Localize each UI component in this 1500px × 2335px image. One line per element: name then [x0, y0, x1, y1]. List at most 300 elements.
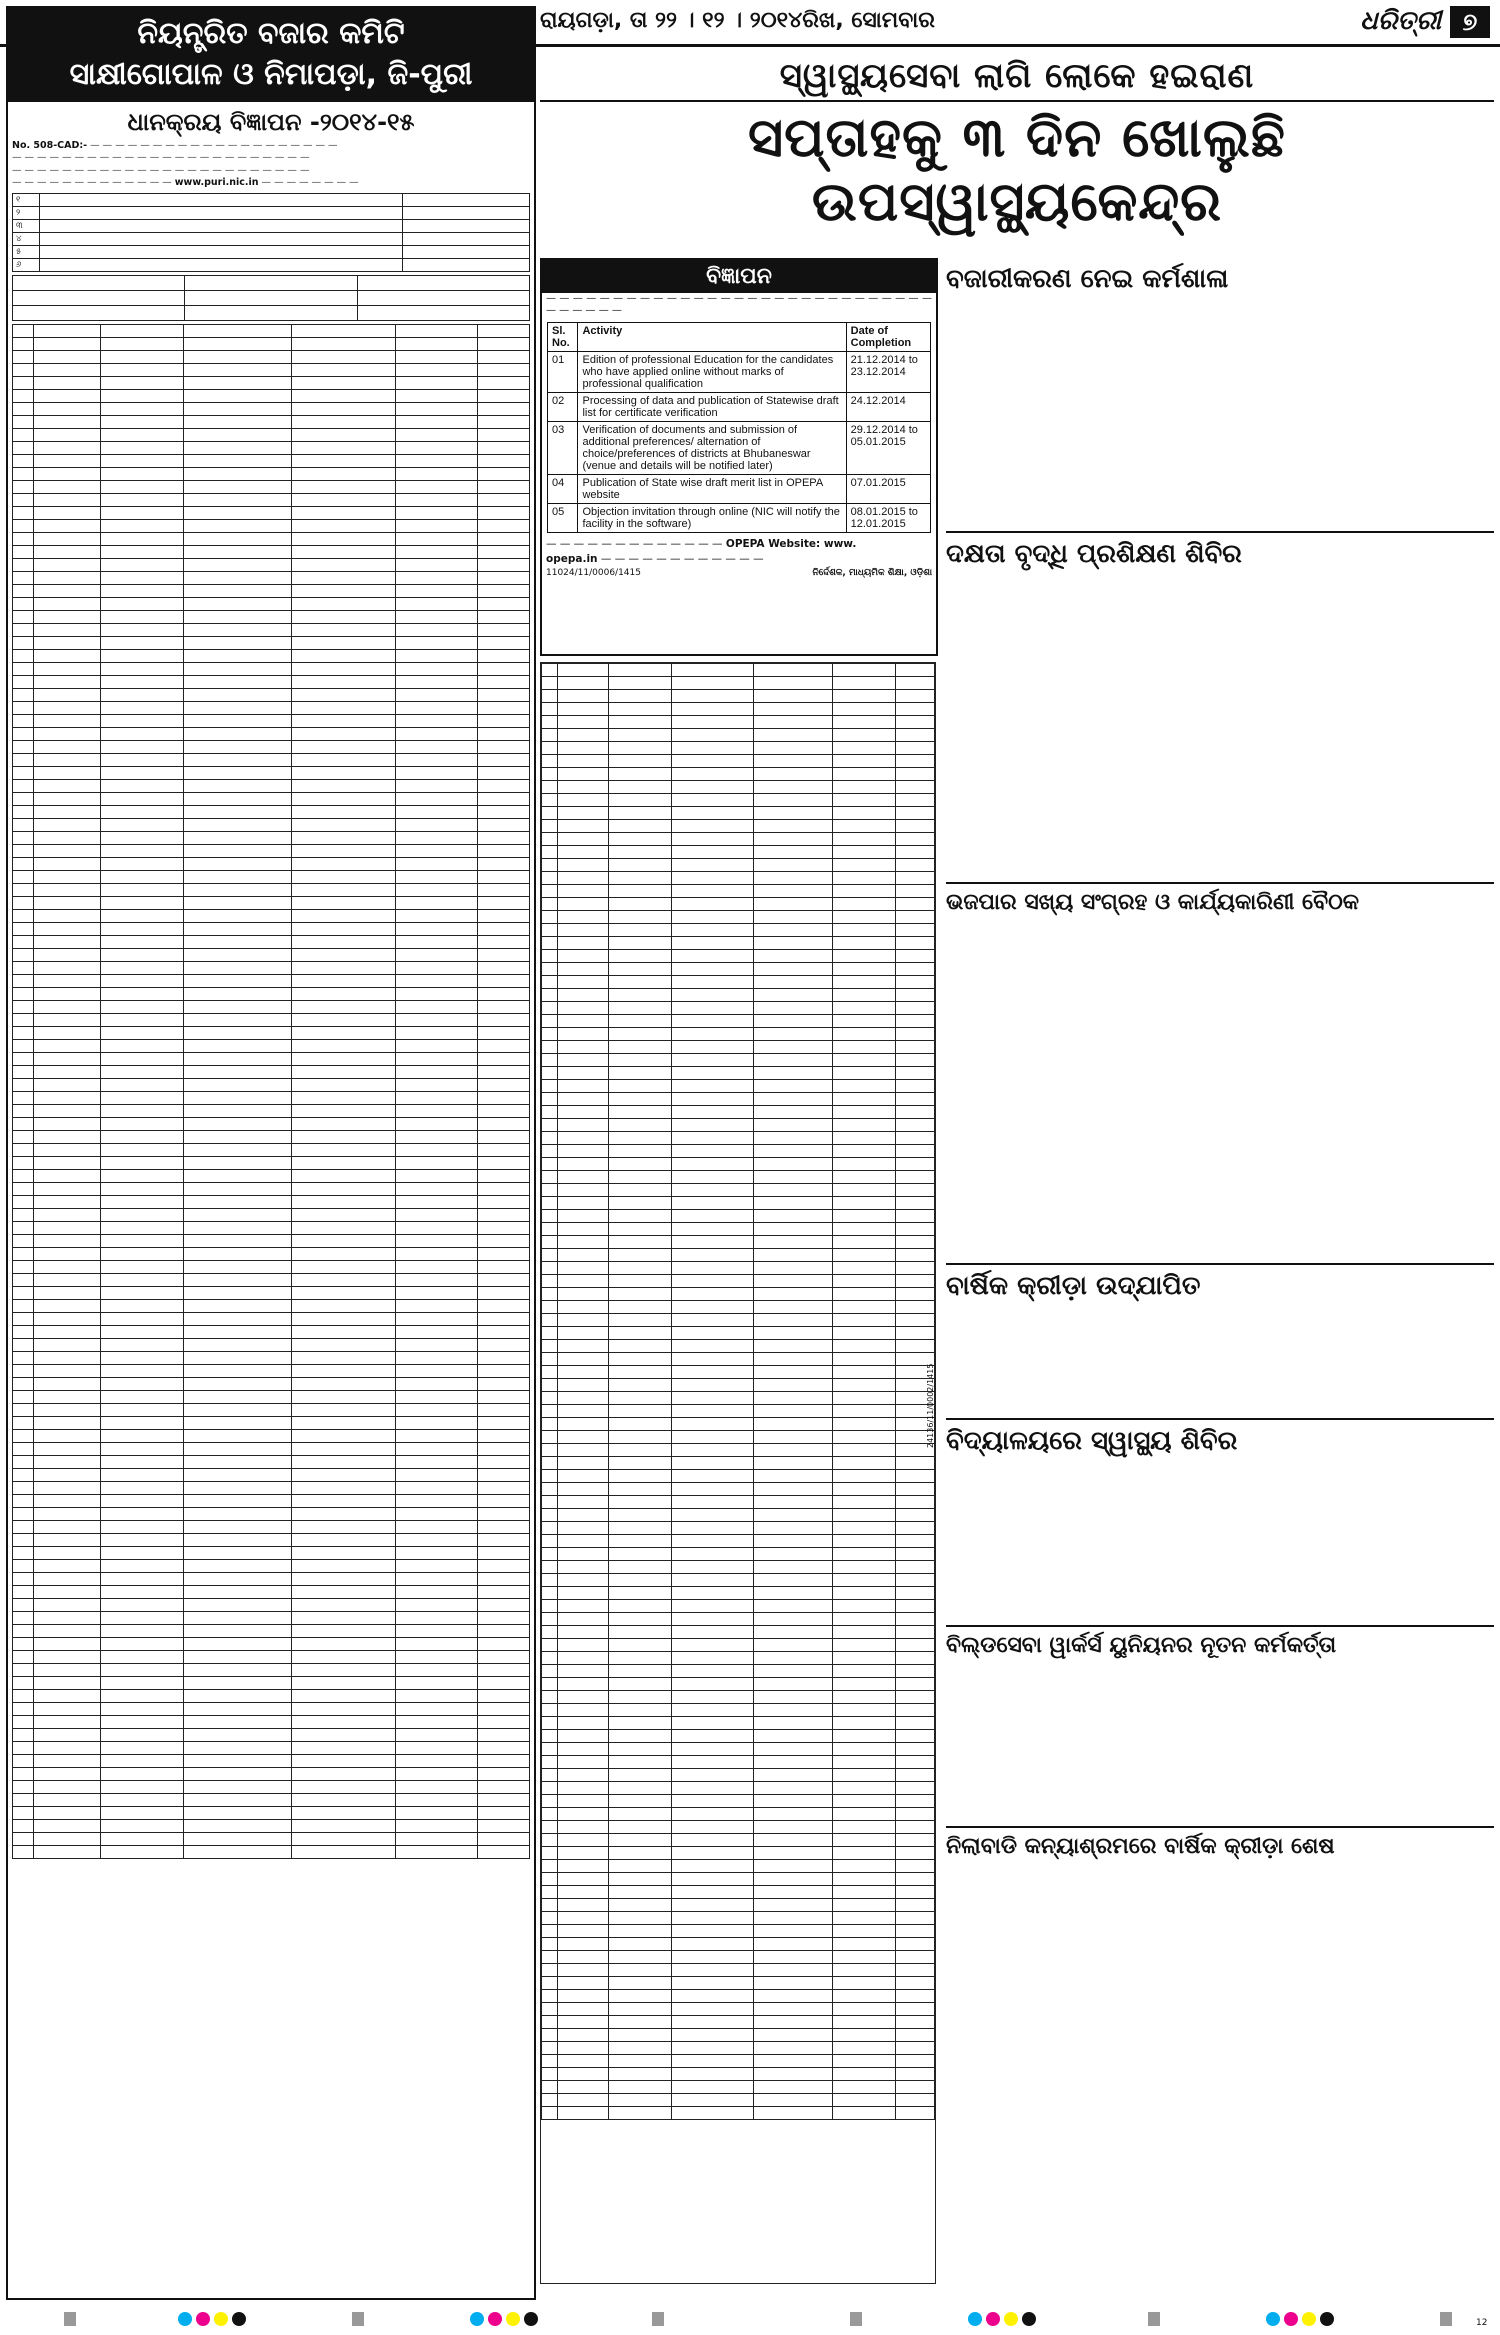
table-cell — [395, 506, 478, 519]
table-cell — [478, 493, 530, 506]
table-cell — [395, 558, 478, 571]
table-cell — [832, 963, 895, 976]
table-row — [542, 716, 935, 729]
table-cell — [13, 1403, 34, 1416]
table-cell — [13, 857, 34, 870]
table-cell — [395, 1039, 478, 1052]
table-cell — [754, 1769, 833, 1782]
table-cell — [754, 1223, 833, 1236]
table-cell — [754, 768, 833, 781]
table-row — [542, 1743, 935, 1756]
table-cell — [292, 1494, 395, 1507]
table-cell — [608, 1652, 671, 1665]
table-cell — [754, 1210, 833, 1223]
table-cell — [895, 1821, 934, 1834]
table-cell — [33, 1780, 100, 1793]
table-cell — [100, 389, 183, 402]
table-cell — [832, 1808, 895, 1821]
table-row — [13, 1325, 530, 1338]
table-row — [542, 1704, 935, 1717]
table-cell — [33, 844, 100, 857]
table-row — [542, 924, 935, 937]
table-cell — [33, 753, 100, 766]
table-row — [13, 571, 530, 584]
table-cell — [608, 1275, 671, 1288]
table-cell — [33, 1481, 100, 1494]
table-cell — [754, 1964, 833, 1977]
table-cell — [33, 948, 100, 961]
table-cell — [395, 1377, 478, 1390]
table-cell — [13, 376, 34, 389]
table-cell — [608, 1834, 671, 1847]
table-cell — [608, 1665, 671, 1678]
table-cell — [100, 441, 183, 454]
table-row — [13, 623, 530, 636]
table-cell — [608, 1184, 671, 1197]
table-cell — [671, 1379, 754, 1392]
table-row — [13, 1208, 530, 1221]
table-cell — [671, 1522, 754, 1535]
table-cell — [478, 987, 530, 1000]
table-row — [13, 1637, 530, 1650]
table-row — [542, 1951, 935, 1964]
table-cell — [292, 948, 395, 961]
table-cell — [557, 976, 608, 989]
divider — [946, 1263, 1494, 1265]
table-cell — [100, 1819, 183, 1832]
table-cell — [608, 1080, 671, 1093]
table-cell — [183, 831, 292, 844]
table-cell — [608, 794, 671, 807]
table-cell — [292, 1247, 395, 1260]
table-row — [13, 584, 530, 597]
table-cell — [33, 1403, 100, 1416]
table-cell — [542, 1197, 558, 1210]
table-cell — [671, 1275, 754, 1288]
table-cell — [542, 1704, 558, 1717]
table-cell — [895, 1704, 934, 1717]
table-cell — [292, 1208, 395, 1221]
table-cell — [478, 1312, 530, 1325]
table-cell — [183, 1806, 292, 1819]
table-cell — [13, 1416, 34, 1429]
table-cell — [671, 859, 754, 872]
table-cell — [671, 1561, 754, 1574]
table-cell — [292, 870, 395, 883]
table-cell — [13, 844, 34, 857]
table-cell — [33, 402, 100, 415]
table-cell — [671, 937, 754, 950]
table-cell — [395, 584, 478, 597]
table-row — [542, 1002, 935, 1015]
table-cell — [542, 1886, 558, 1899]
table-row — [13, 1026, 530, 1039]
table-cell — [671, 1626, 754, 1639]
table-cell — [100, 376, 183, 389]
table-cell — [542, 1782, 558, 1795]
table-cell — [183, 1195, 292, 1208]
registration-square — [652, 2312, 664, 2326]
table-cell — [100, 714, 183, 727]
table-cell — [100, 961, 183, 974]
table-cell — [478, 636, 530, 649]
table-cell — [608, 1678, 671, 1691]
table-cell — [33, 1806, 100, 1819]
table-cell — [832, 1093, 895, 1106]
table-cell — [557, 1080, 608, 1093]
table-cell — [557, 1587, 608, 1600]
table-cell — [13, 909, 34, 922]
market-committee-notice — [6, 6, 536, 2300]
table-row — [542, 1886, 935, 1899]
table-cell — [557, 1353, 608, 1366]
table-cell — [832, 2016, 895, 2029]
table-cell — [478, 1741, 530, 1754]
table-row — [13, 1559, 530, 1572]
commodity-value-cell — [403, 258, 530, 271]
story-skill-training — [946, 574, 1494, 878]
table-cell — [292, 597, 395, 610]
table-cell — [671, 1171, 754, 1184]
table-cell — [183, 545, 292, 558]
table-cell — [478, 1663, 530, 1676]
table-cell — [557, 742, 608, 755]
table-cell — [754, 1938, 833, 1951]
table-row — [13, 1442, 530, 1455]
table-cell — [671, 1327, 754, 1340]
table-cell — [478, 1585, 530, 1598]
table-cell — [608, 1717, 671, 1730]
registration-square — [64, 2312, 76, 2326]
table-cell — [292, 506, 395, 519]
table-row — [13, 1585, 530, 1598]
table-cell — [542, 677, 558, 690]
table-cell — [754, 1197, 833, 1210]
table-cell — [832, 1132, 895, 1145]
table-cell — [183, 1611, 292, 1624]
table-cell — [542, 781, 558, 794]
table-cell — [832, 1041, 895, 1054]
table-cell — [608, 1886, 671, 1899]
table-cell — [608, 1600, 671, 1613]
table-cell — [832, 2107, 895, 2120]
table-cell — [292, 1091, 395, 1104]
table-cell — [478, 610, 530, 623]
table-cell — [183, 1819, 292, 1832]
table-cell — [478, 1026, 530, 1039]
table-cell — [292, 350, 395, 363]
table-cell — [671, 1236, 754, 1249]
table-cell — [395, 1000, 478, 1013]
table-cell — [33, 376, 100, 389]
table-cell — [557, 768, 608, 781]
table-cell — [557, 1795, 608, 1808]
table-cell — [608, 859, 671, 872]
table-row — [13, 792, 530, 805]
table-cell — [542, 1470, 558, 1483]
table-cell — [13, 1000, 34, 1013]
schedule-cell-activity: Publication of State wise draft merit list in OPEPA website — [578, 474, 846, 503]
table-cell — [33, 1286, 100, 1299]
table-cell — [33, 727, 100, 740]
table-cell — [292, 1780, 395, 1793]
table-cell — [395, 831, 478, 844]
table-cell — [183, 402, 292, 415]
table-cell — [395, 1325, 478, 1338]
table-cell — [100, 493, 183, 506]
table-cell — [557, 2042, 608, 2055]
table-cell — [671, 898, 754, 911]
story-union-officials — [946, 1662, 1494, 1822]
table-cell — [478, 1143, 530, 1156]
table-cell — [13, 1676, 34, 1689]
table-cell — [542, 1496, 558, 1509]
table-row — [542, 1574, 935, 1587]
table-cell — [33, 1520, 100, 1533]
yellow-registration-dot — [1004, 2312, 1018, 2326]
table-row — [13, 1832, 530, 1845]
print-page-number: 12 — [1476, 2318, 1488, 2328]
table-cell — [542, 1678, 558, 1691]
table-cell — [608, 833, 671, 846]
table-cell — [395, 766, 478, 779]
table-cell — [13, 1520, 34, 1533]
table-cell — [33, 1741, 100, 1754]
table-cell — [100, 1143, 183, 1156]
table-cell — [13, 1845, 34, 1858]
table-cell — [100, 428, 183, 441]
table-cell — [100, 779, 183, 792]
table-cell — [608, 1925, 671, 1938]
row-number: ୧ — [13, 193, 40, 206]
table-cell — [557, 755, 608, 768]
table-cell — [478, 1520, 530, 1533]
table-cell — [754, 859, 833, 872]
table-cell — [754, 1132, 833, 1145]
table-cell — [183, 1130, 292, 1143]
table-cell — [292, 1507, 395, 1520]
table-cell — [183, 1065, 292, 1078]
table-cell — [671, 2042, 754, 2055]
notice-intro: No. 508-CAD:- — — — — — — — — — — — — — — — — — — — — — — — — — — — — — — — — — — — — — — — — — — — — — — — — — — — — — — — — — — — — — — — — — — — — — — — — — — — — — — — — — www.puri.nic.in — — — — — — — — — [12, 140, 359, 189]
table-cell — [478, 415, 530, 428]
table-cell — [395, 1299, 478, 1312]
table-cell — [671, 1054, 754, 1067]
table-cell — [478, 1650, 530, 1663]
table-cell — [542, 1015, 558, 1028]
table-cell — [557, 898, 608, 911]
table-cell — [478, 740, 530, 753]
table-cell — [183, 1650, 292, 1663]
table-row — [542, 976, 935, 989]
table-cell — [13, 792, 34, 805]
table-cell — [832, 1301, 895, 1314]
table-cell — [895, 898, 934, 911]
table-cell — [183, 389, 292, 402]
table-cell — [832, 976, 895, 989]
table-cell — [13, 1481, 34, 1494]
table-cell — [183, 1585, 292, 1598]
table-row — [13, 1403, 530, 1416]
table-cell — [608, 1821, 671, 1834]
table-cell — [608, 1314, 671, 1327]
table-cell — [100, 753, 183, 766]
table-row — [542, 1470, 935, 1483]
table-cell — [13, 1780, 34, 1793]
table-cell — [608, 1691, 671, 1704]
table-cell — [608, 1795, 671, 1808]
table-cell — [608, 2016, 671, 2029]
table-cell — [183, 1390, 292, 1403]
table-cell — [671, 703, 754, 716]
table-cell — [895, 1990, 934, 2003]
table-cell — [478, 545, 530, 558]
table-cell — [542, 859, 558, 872]
table-cell — [478, 467, 530, 480]
table-row — [542, 1093, 935, 1106]
table-cell — [754, 1041, 833, 1054]
table-row — [13, 454, 530, 467]
schedule-row — [548, 503, 931, 532]
schedule-cell-sl: 02 — [548, 392, 578, 421]
table-cell — [292, 636, 395, 649]
table-row — [13, 1520, 530, 1533]
table-row — [542, 729, 935, 742]
table-cell — [542, 1990, 558, 2003]
table-cell — [671, 1977, 754, 1990]
registration-square — [1440, 2312, 1452, 2326]
table-row — [13, 753, 530, 766]
table-cell — [292, 1624, 395, 1637]
table-cell — [13, 1754, 34, 1767]
table-cell — [608, 1405, 671, 1418]
table-row — [13, 1156, 530, 1169]
table-cell — [478, 844, 530, 857]
table-cell — [542, 1262, 558, 1275]
table-cell — [183, 662, 292, 675]
table-cell — [557, 1379, 608, 1392]
commodity-cell — [40, 232, 403, 245]
table-row — [542, 1795, 935, 1808]
table-cell — [292, 610, 395, 623]
table-cell — [292, 1273, 395, 1286]
table-cell — [478, 1377, 530, 1390]
table-row — [13, 1338, 530, 1351]
table-cell — [608, 2029, 671, 2042]
table-cell — [395, 428, 478, 441]
table-cell — [100, 1494, 183, 1507]
table-row — [13, 922, 530, 935]
table-cell — [895, 716, 934, 729]
table-cell — [13, 1325, 34, 1338]
table-cell — [557, 1704, 608, 1717]
table-row — [13, 441, 530, 454]
table-cell — [13, 1702, 34, 1715]
table-cell — [33, 1715, 100, 1728]
table-cell — [832, 1457, 895, 1470]
table-cell — [557, 1002, 608, 1015]
table-cell — [13, 1299, 34, 1312]
table-cell — [557, 820, 608, 833]
table-cell — [895, 690, 934, 703]
table-cell — [395, 480, 478, 493]
table-cell — [478, 1221, 530, 1234]
table-cell — [608, 1704, 671, 1717]
table-cell — [754, 1600, 833, 1613]
table-cell — [895, 1171, 934, 1184]
table-cell — [13, 1247, 34, 1260]
table-cell — [183, 623, 292, 636]
table-cell — [754, 1080, 833, 1093]
table-cell — [478, 1156, 530, 1169]
table-cell — [832, 1678, 895, 1691]
table-cell — [33, 506, 100, 519]
table-cell — [557, 1197, 608, 1210]
table-row — [13, 1715, 530, 1728]
table-cell — [671, 1457, 754, 1470]
table-cell — [671, 2055, 754, 2068]
table-cell — [754, 1431, 833, 1444]
advertisement-footer — [546, 567, 932, 579]
table-cell — [671, 1184, 754, 1197]
table-row — [542, 1067, 935, 1080]
table-cell — [671, 794, 754, 807]
table-cell — [100, 1299, 183, 1312]
table-row — [13, 1195, 530, 1208]
table-cell — [395, 623, 478, 636]
table-cell — [395, 987, 478, 1000]
table-row — [13, 831, 530, 844]
table-cell — [832, 885, 895, 898]
table-cell — [754, 1808, 833, 1821]
table-cell — [100, 415, 183, 428]
story-column-2 — [736, 178, 922, 254]
table-cell — [754, 833, 833, 846]
table-cell — [395, 1078, 478, 1091]
table-cell — [33, 1676, 100, 1689]
section-heading-health-camp: ବିଦ୍ୟାଳୟରେ ସ୍ୱାସ୍ଥ୍ୟ ଶିବିର — [946, 1426, 1238, 1456]
story-sports-day — [946, 1306, 1494, 1414]
table-cell — [832, 1821, 895, 1834]
table-cell — [608, 2107, 671, 2120]
table-cell — [395, 727, 478, 740]
table-cell — [895, 820, 934, 833]
table-cell — [292, 1312, 395, 1325]
table-cell — [183, 506, 292, 519]
table-cell — [671, 1431, 754, 1444]
table-cell — [608, 1249, 671, 1262]
dateline: ରାୟଗଡ଼ା, ତା ୨୨ । ୧୨ । ୨୦୧୪ରିଖ, ସୋମବାର — [540, 8, 935, 33]
table-cell — [542, 1834, 558, 1847]
table-row — [542, 1041, 935, 1054]
table-row — [13, 1741, 530, 1754]
table-cell — [608, 1535, 671, 1548]
table-cell — [478, 1403, 530, 1416]
table-row — [542, 781, 935, 794]
table-cell — [395, 1728, 478, 1741]
table-row — [13, 1845, 530, 1858]
table-cell — [832, 1886, 895, 1899]
table-cell — [33, 1429, 100, 1442]
table-cell — [895, 2055, 934, 2068]
row-number: ୨ — [13, 206, 40, 219]
table-cell — [292, 857, 395, 870]
table-cell — [13, 1260, 34, 1273]
table-row — [13, 545, 530, 558]
table-cell — [292, 740, 395, 753]
table-cell — [895, 1470, 934, 1483]
table-cell — [608, 729, 671, 742]
